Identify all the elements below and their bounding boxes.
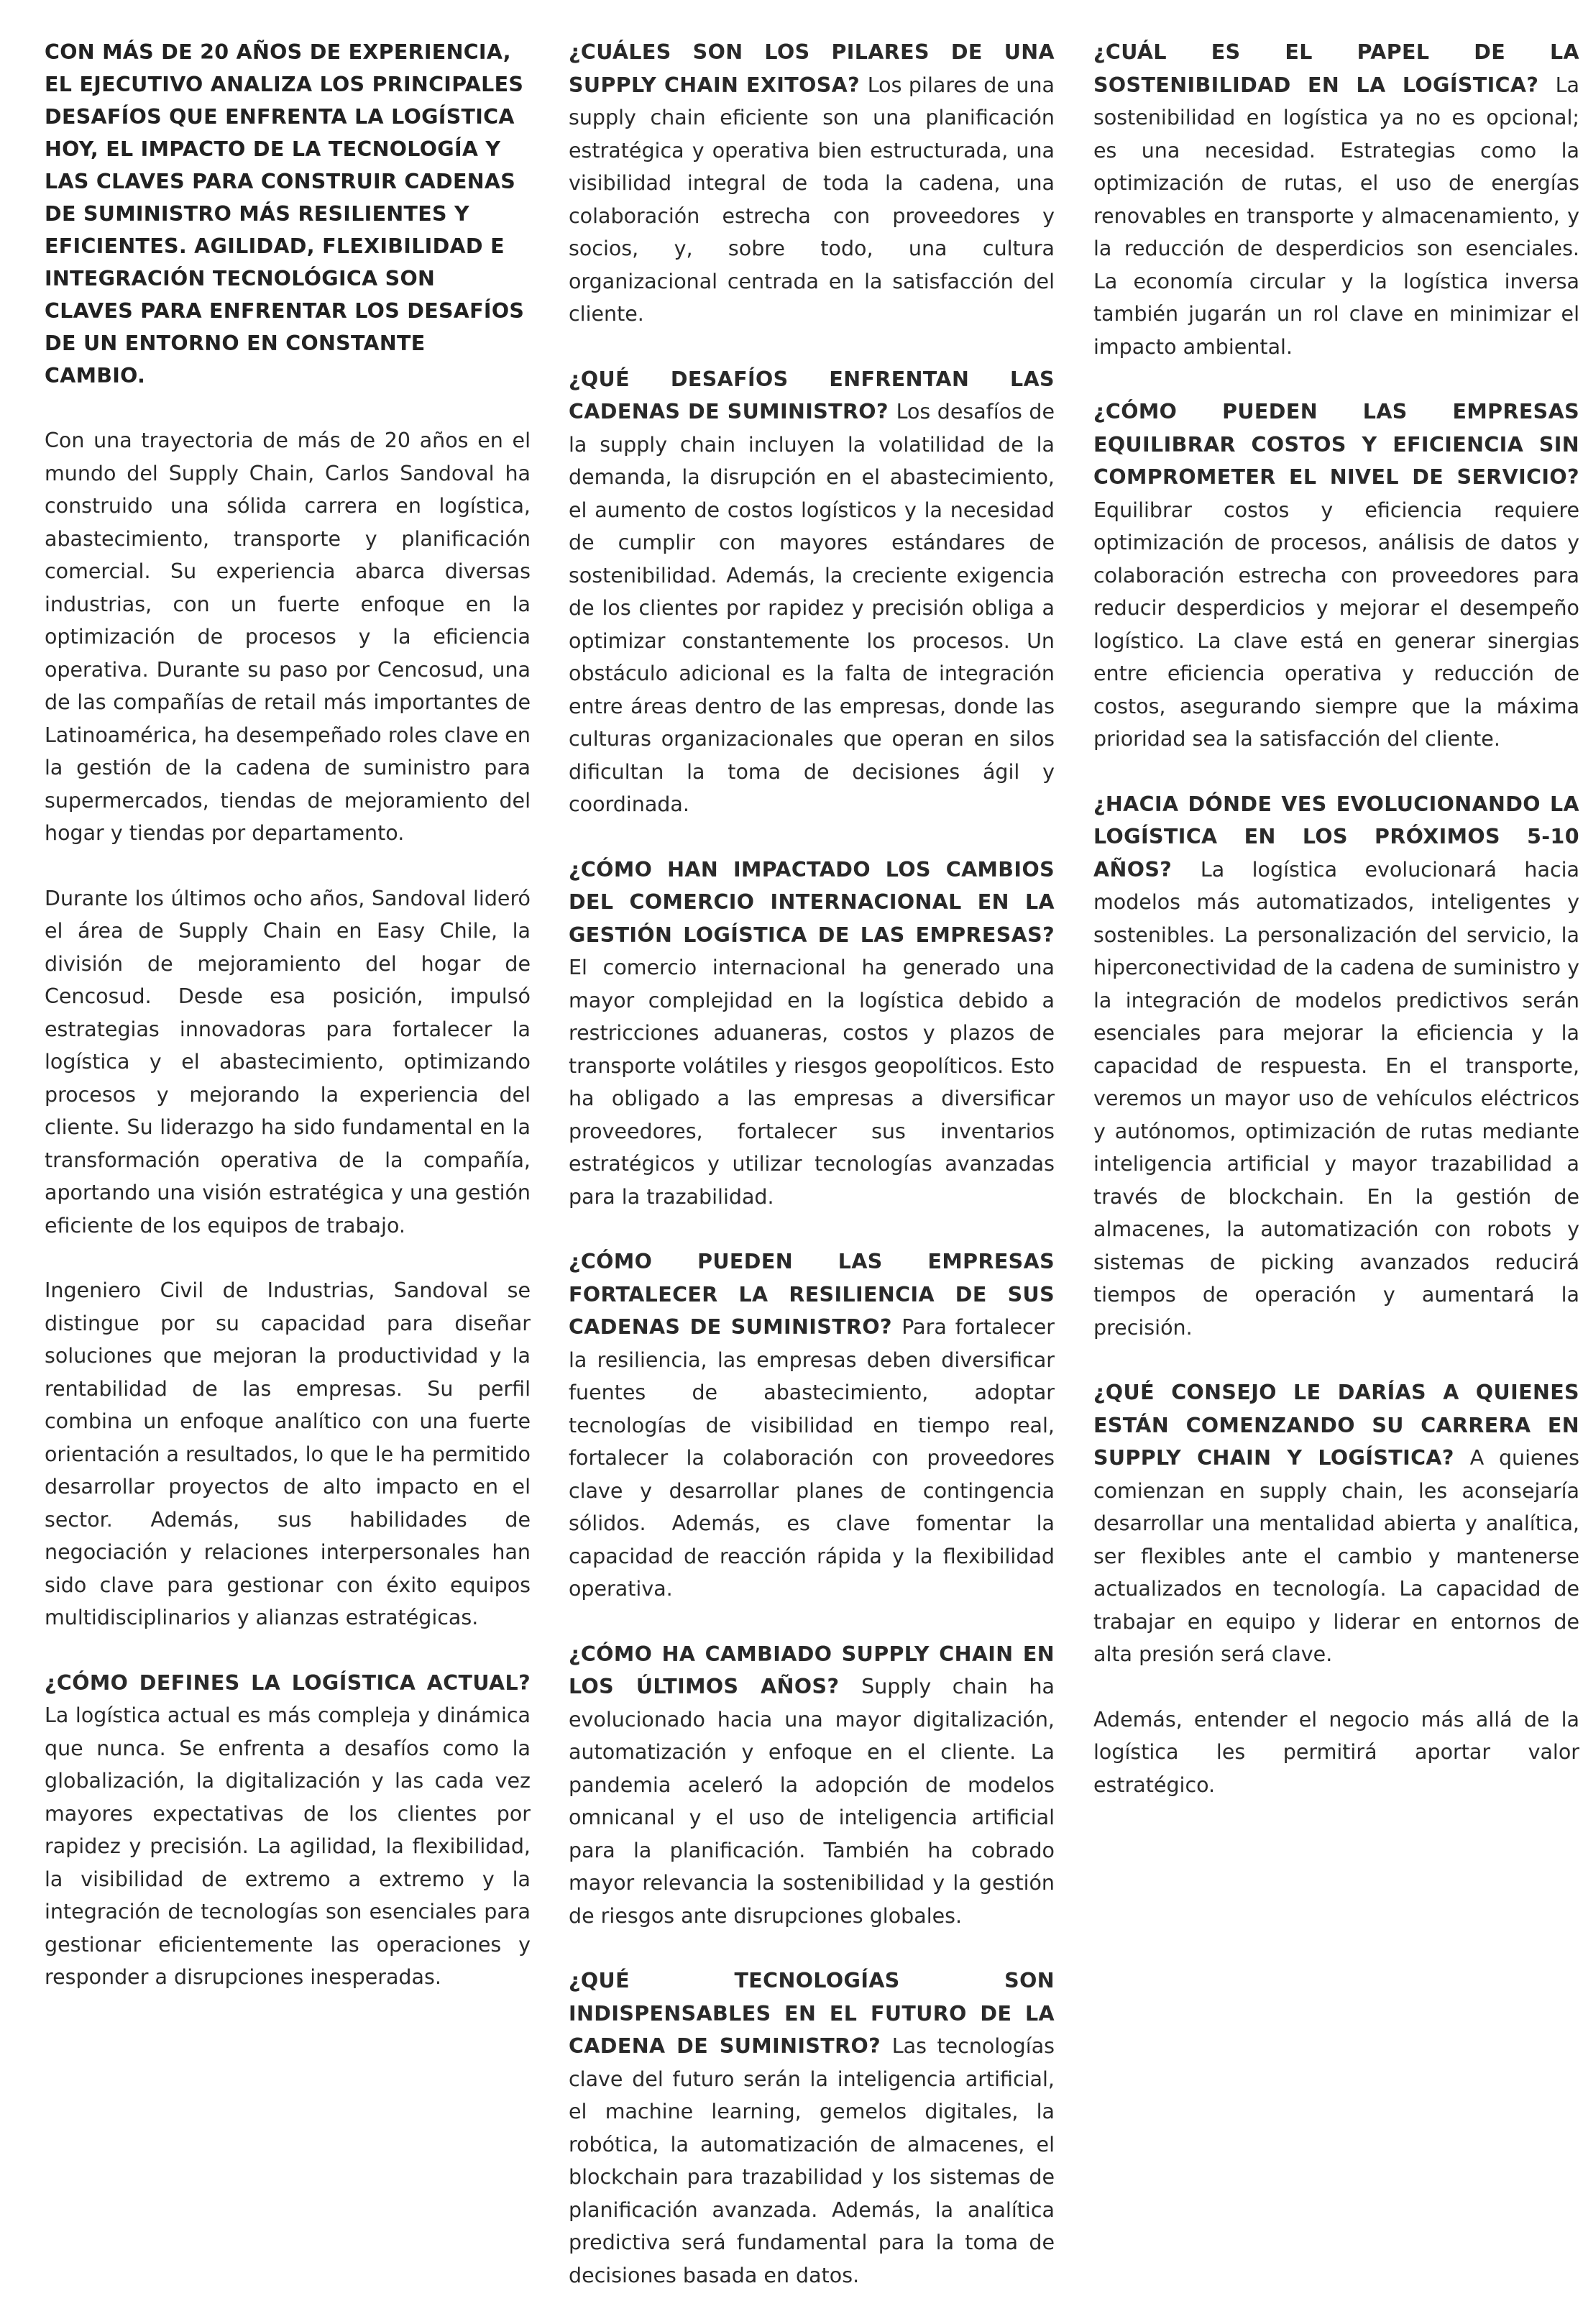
qa-block — [1093, 36, 1579, 363]
qa-block — [569, 36, 1055, 331]
question-heading: ¿CÓMO DEFINES LA LOGÍSTICA ACTUAL? — [45, 1670, 531, 1695]
answer-text: Los pilares de una supply chain eficiente son una planificación estratégica y operativa bien estructurada, una visibilidad integral de toda la cadena, una colaboración estrecha con proveedores y socios, y, sobre todo, una cultura organizacional centrada en la satisfacción del cliente. — [569, 73, 1055, 326]
answer-text: A quienes comienzan en supply chain, les aconsejaría desarrollar una mentalidad abierta y analítica, ser flexibles ante el cambio y mantenerse actualizados en tecnología. La capacidad de trabajar en equipo y liderar en entornos de alta presión será clave. — [1093, 1446, 1579, 1666]
question-heading: ¿CÓMO PUEDEN LAS EMPRESAS FORTALECER LA RESILIENCIA DE SUS CADENAS DE SUMINISTRO? — [569, 1250, 1055, 1339]
question-heading: ¿CÓMO HA CAMBIADO SUPPLY CHAIN EN LOS ÚLTIMOS AÑOS? — [569, 1642, 1055, 1698]
answer-text: Equilibrar costos y eficiencia requiere optimización de procesos, análisis de datos y colaboración estrecha con proveedores para reducir desperdicios y mejorar el desempeño logístico. La clave está en generar sinergias entre eficiencia operativa y reducción de costos, asegurando siempre que la máxima prioridad sea la satisfacción del cliente. — [1093, 498, 1579, 751]
intro-paragraph: Ingeniero Civil de Industrias, Sandoval se distingue por su capacidad para diseñar soluciones que mejoran la productividad y la rentabilidad de las empresas. Su perfil combina un enfoque analítico con una fuerte orientación a resultados, lo que le ha permitido desarrollar proyectos de alto impacto en el sector. Además, sus habilidades de negociación y relaciones interpersonales han sido clave para gestionar con éxito equipos multidisciplinarios y alianzas estratégicas. — [45, 1278, 531, 1629]
question-heading: ¿QUÉ DESAFÍOS ENFRENTAN LAS CADENAS DE SUMINISTRO? — [569, 367, 1055, 424]
intro-paragraph: Durante los últimos ocho años, Sandoval lideró el área de Supply Chain en Easy Chile, la división de mejoramiento del hogar de Cencosud. Desde esa posición, impulsó estrategias innovadoras para fortalecer la logística y el abastecimiento, optimizando procesos y mejorando la experiencia del cliente. Su liderazgo ha sido fundamental en la transformación operativa de la compañía, aportando una visión estratégica y una gestión eficiente de los equipos de trabajo. — [45, 886, 531, 1238]
qa-block — [45, 1667, 531, 1994]
qa-block — [1093, 788, 1579, 1345]
article-column-3 — [1093, 36, 1579, 1834]
answer-text: La logística actual es más compleja y dinámica que nunca. Se enfrenta a desafíos como la globalización, la digitalización y las cada vez mayores expectativas de los clientes por rapidez y precisión. La agilidad, la flexibilidad, la visibilidad de extremo a extremo y la integración de tecnologías son esenciales para gestionar eficientemente las operaciones y responder a disrupciones inesperadas. — [45, 1703, 531, 1989]
qa-block — [569, 1245, 1055, 1606]
intro-paragraph: Con una trayectoria de más de 20 años en el mundo del Supply Chain, Carlos Sandoval ha construido una sólida carrera en logística, abastecimiento, transporte y planificación comercial. Su experiencia abarca diversas industrias, con un fuerte enfoque en la optimización de procesos y la eficiencia operativa. Durante su paso por Cencosud, una de las compañías de retail más importantes de Latinoamérica, ha desempeñado roles clave en la gestión de la cadena de suministro para supermercados, tiendas de mejoramiento del hogar y tiendas por departamento. — [45, 429, 531, 845]
answer-text: Los desafíos de la supply chain incluyen la volatilidad de la demanda, la disrupción en el abastecimiento, el aumento de costos logísticos y la necesidad de cumplir con mayores estándares de sostenibilidad. Además, la creciente exigencia de los clientes por rapidez y precisión obliga a optimizar constantemente los procesos. Un obstáculo adicional es la falta de integración entre áreas dentro de las empresas, donde las culturas organizacionales que operan en silos dificultan la toma de decisiones ágil y coordinada. — [569, 400, 1055, 816]
question-heading: ¿CÓMO PUEDEN LAS EMPRESAS EQUILIBRAR COSTOS Y EFICIENCIA SIN COMPROMETER EL NIVEL DE SERVICIO? — [1093, 400, 1579, 489]
closing-paragraph: Además, entender el negocio más allá de la logística les permitirá aportar valor estratégico. — [1093, 1707, 1579, 1797]
answer-text: Supply chain ha evolucionado hacia una mayor digitalización, automatización y enfoque en el cliente. La pandemia aceleró la adopción de modelos omnicanal y el uso de inteligencia artificial para la planificación. También ha cobrado mayor relevancia la sostenibilidad y la gestión de riesgos ante disrupciones globales. — [569, 1675, 1055, 1928]
answer-text: La logística evolucionará hacia modelos más automatizados, inteligentes y sostenibles. La personalización del servicio, la hiperconectividad de la cadena de suministro y la integración de modelos predictivos serán esenciales para mejorar la eficiencia y la capacidad de respuesta. En el transporte, veremos un mayor uso de vehículos eléctricos y autónomos, optimización de rutas mediante inteligencia artificial y mayor trazabilidad a través de blockchain. En la gestión de almacenes, la automatización con robots y sistemas de picking avanzados reducirá tiempos de operación y aumentará la precisión. — [1093, 857, 1579, 1340]
article-column-2 — [569, 36, 1055, 2324]
question-heading: ¿QUÉ CONSEJO LE DARÍAS A QUIENES ESTÁN COMENZANDO SU CARRERA EN SUPPLY CHAIN Y LOGÍSTICA? — [1093, 1381, 1579, 1470]
answer-text: La sostenibilidad en logística ya no es opcional; es una necesidad. Estrategias como la optimización de rutas, el uso de energías renovables en transporte y almacenamiento, y la reducción de desperdicios son esenciales. La economía circular y la logística inversa también jugarán un rol clave en minimizar el impacto ambiental. — [1093, 73, 1579, 359]
qa-block — [569, 1964, 1055, 2292]
answer-text: Para fortalecer la resiliencia, las empresas deben diversificar fuentes de abastecimiento, adoptar tecnologías de visibilidad en tiempo real, fortalecer la colaboración con proveedores clave y desarrollar planes de contingencia sólidos. Además, es clave fomentar la capacidad de reacción rápida y la flexibilidad operativa. — [569, 1315, 1055, 1601]
qa-block — [569, 363, 1055, 821]
answer-text: El comercio internacional ha generado una mayor complejidad en la logística debido a restricciones aduaneras, costos y plazos de transporte volátiles y riesgos geopolíticos. Esto ha obligado a las empresas a diversificar proveedores, fortalecer sus inventarios estratégicos y utilizar tecnologías avanzadas para la trazabilidad. — [569, 956, 1055, 1209]
qa-block — [569, 1638, 1055, 1933]
qa-block — [1093, 395, 1579, 756]
article-column-1 — [45, 36, 531, 2026]
question-heading: ¿CUÁLES SON LOS PILARES DE UNA SUPPLY CHAIN EXITOSA? — [569, 40, 1055, 97]
question-heading: ¿QUÉ TECNOLOGÍAS SON INDISPENSABLES EN EL FUTURO DE LA CADENA DE SUMINISTRO? — [569, 1969, 1055, 2058]
question-heading: ¿CÓMO HAN IMPACTADO LOS CAMBIOS DEL COMERCIO INTERNACIONAL EN LA GESTIÓN LOGÍSTICA DE LAS EMPRESAS? — [569, 857, 1055, 947]
qa-block — [569, 854, 1055, 1214]
article-lead: CON MÁS DE 20 AÑOS DE EXPERIENCIA, EL EJECUTIVO ANALIZA LOS PRINCIPALES DESAFÍOS QUE ENFRENTA LA LOGÍSTICA HOY, EL IMPACTO DE LA TECNOLOGÍA Y LAS CLAVES PARA CONSTRUIR CADENAS DE SUMINISTRO MÁS RESILIENTES Y EFICIENTES. AGILIDAD, FLEXIBILIDAD E INTEGRACIÓN TECNOLÓGICA SON CLAVES PARA ENFRENTAR LOS DESAFÍOS DE UN ENTORNO EN CONSTANTE CAMBIO. — [45, 40, 525, 388]
question-heading: ¿CUÁL ES EL PAPEL DE LA SOSTENIBILIDAD EN LA LOGÍSTICA? — [1093, 40, 1579, 97]
answer-text: Las tecnologías clave del futuro serán la inteligencia artificial, el machine learning, gemelos digitales, la robótica, la automatización de almacenes, el blockchain para trazabilidad y los sistemas de planificación avanzada. Además, la analítica predictiva será fundamental para la toma de decisiones basada en datos. — [569, 2034, 1055, 2287]
question-heading: ¿HACIA DÓNDE VES EVOLUCIONANDO LA LOGÍSTICA EN LOS PRÓXIMOS 5-10 AÑOS? — [1093, 792, 1579, 882]
qa-block — [1093, 1376, 1579, 1671]
